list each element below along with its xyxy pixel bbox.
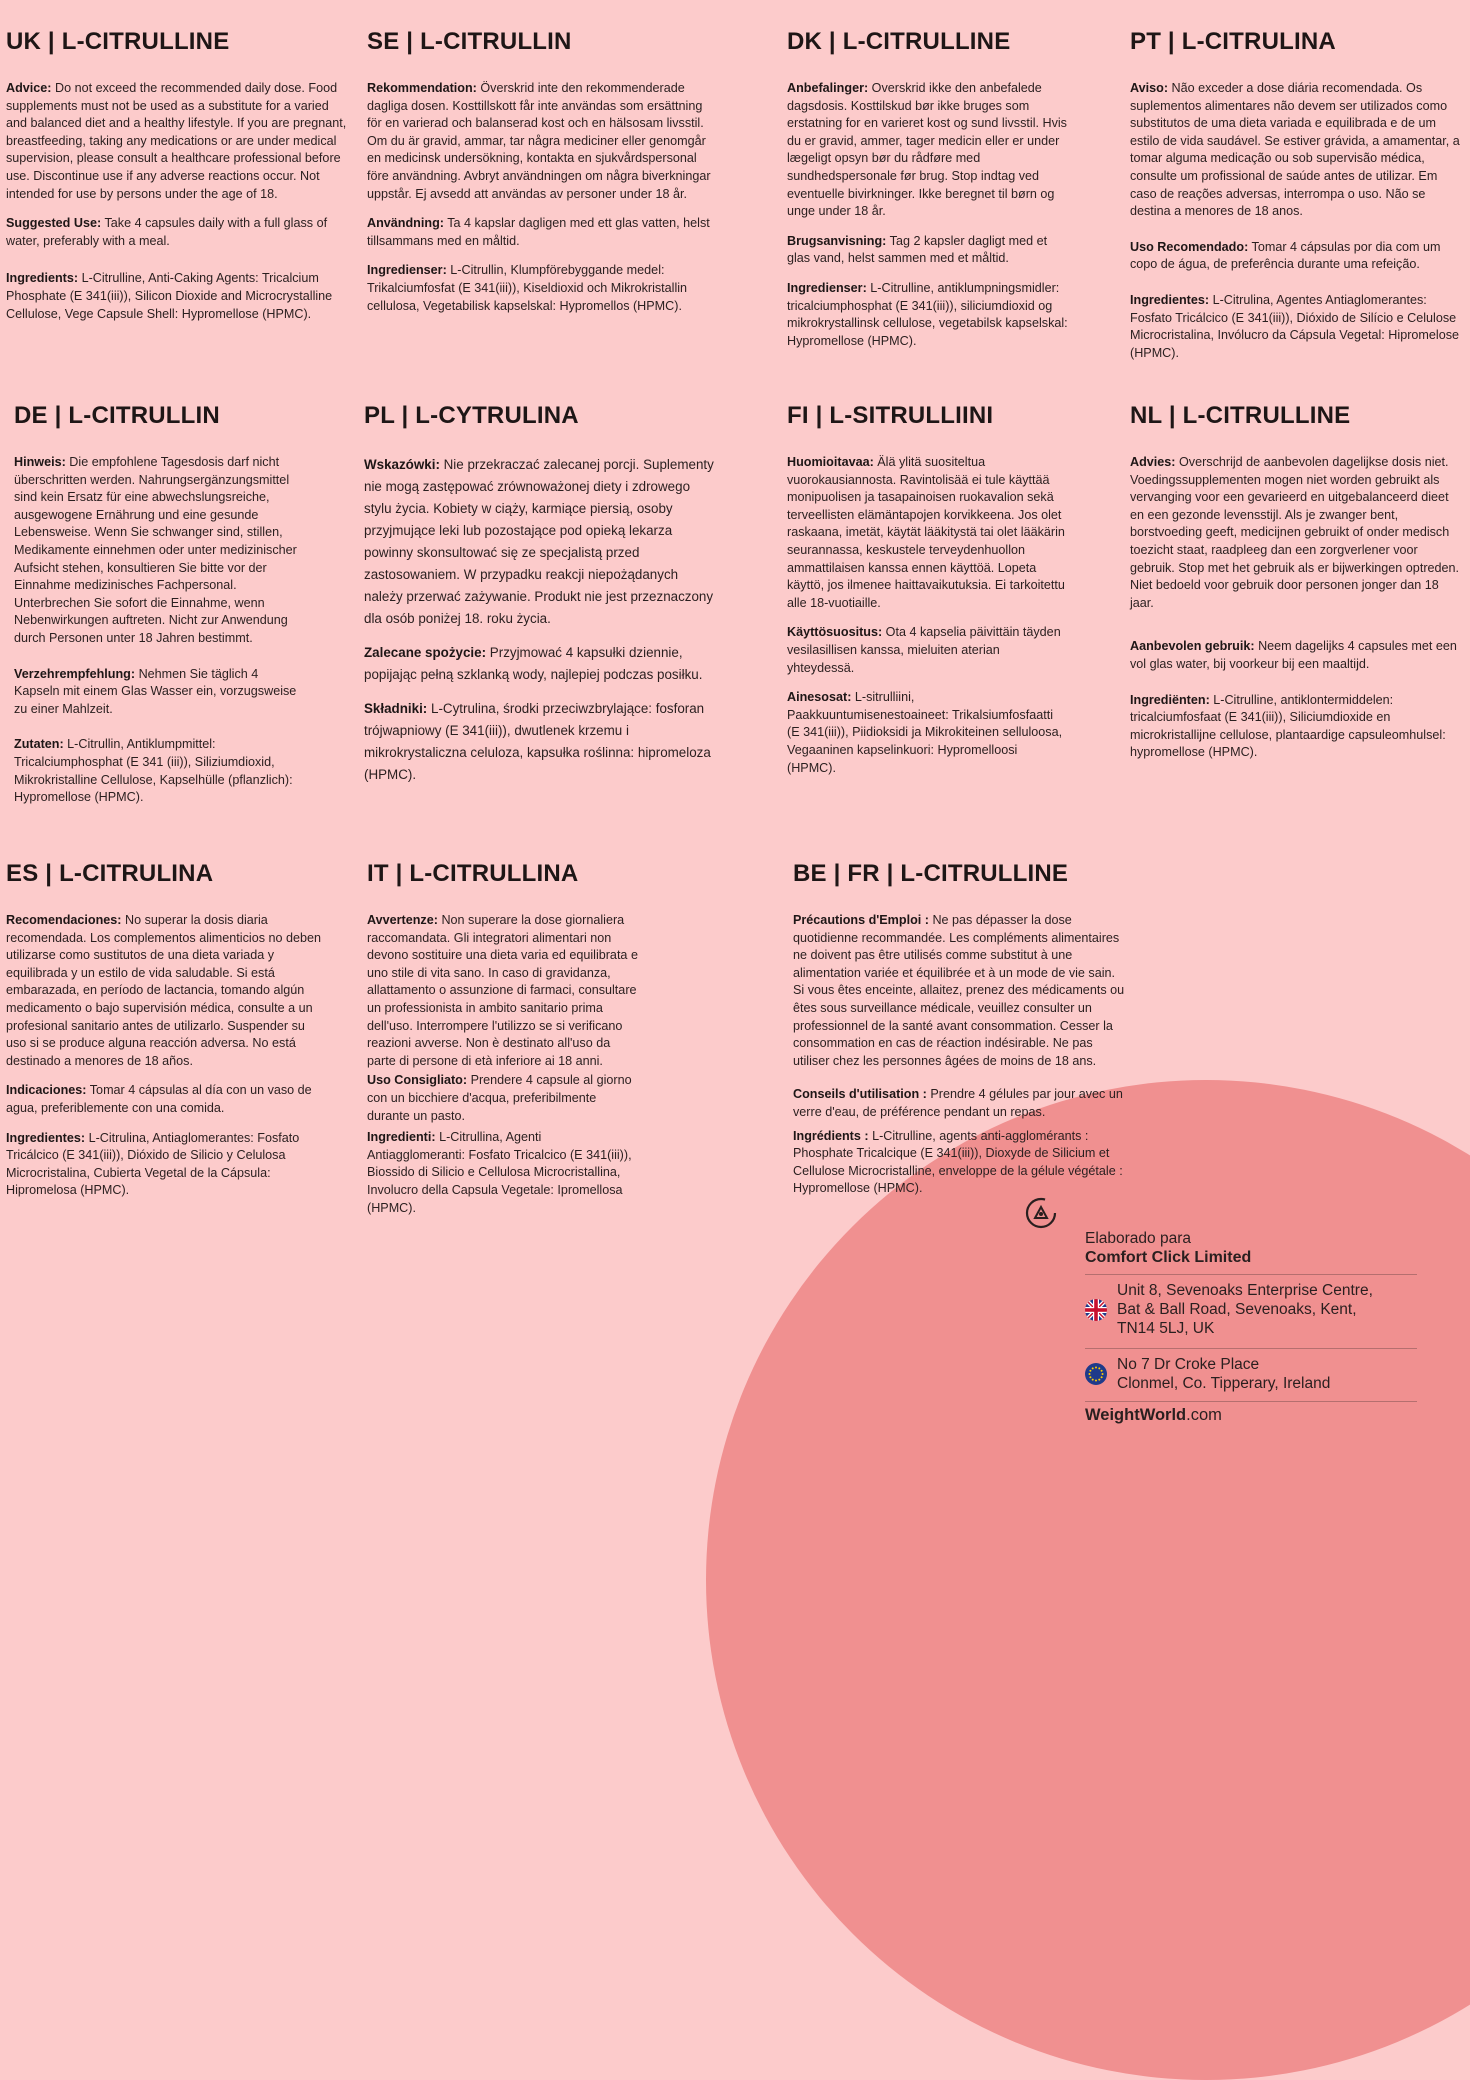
panel-pl (364, 402, 716, 798)
brand-website: WeightWorld.com (1085, 1401, 1417, 1425)
advice-section: Avvertenze: Non superare la dose giornaliera raccomandata. Gli integratori alimentari non devono sostituire una dieta varia ed equilibrata e uno stile di vita sano. In caso di gravidanza, allattamento o assunzione di farmaci, consultare un professionista in ambito sanitario prima dell'uso. Interrompere l'utilizzo se si verificano reazioni avverse. Non è destinato all'uso da parte di persone di età inferiore ai 18 anni. (367, 913, 638, 1068)
address-line: Clonmel, Co. Tipperary, Ireland (1117, 1375, 1331, 1392)
usage-section: Uso Recomendado: Tomar 4 cápsulas por dia com um copo de água, de preferência durante uma refeição. (1130, 239, 1441, 272)
panel-title: PL | L-CYTRULINA (364, 402, 579, 429)
panel-title: UK | L-CITRULLINE (6, 28, 230, 55)
advice-section: Hinweis: Die empfohlene Tagesdosis darf nicht überschritten werden. Nahrungsergänzungsmittel sind kein Ersatz für eine abwechslungsreiche, ausgewogene Ernährung und eine gesunde Lebensweise. Wenn Sie schwanger sind, stillen, Medikamente einnehmen oder unter medizinischer Aufsicht stehen, konsultieren Sie bitte vor der Einnahme medizinisches Fachpersonal. Unterbrechen Sie sofort die Einnahme, wenn Nebenwirkungen auftreten. Nicht zur Anwendung durch Personen unter 18 Jahren bestimmt. (14, 455, 297, 645)
usage-section: Zalecane spożycie: Przyjmować 4 kapsułki dziennie, popijając pełną szklanką wody, najlepiej podczas posiłku. (364, 645, 703, 682)
panel-de (14, 402, 302, 819)
ingredients-section: Ingredienser: L-Citrulline, antiklumpningsmidler: tricalciumphosphat (E 341(iii)), siliciumdioxid og mikrokrystallinsk cellulose, vegetabilsk kapselskal: Hypromellose (HPMC). (787, 280, 1068, 348)
usage-section: Suggested Use: Take 4 capsules daily with a full glass of water, preferably with a meal. (6, 216, 328, 248)
ingredients-section: Ingredients: L-Citrulline, Anti-Caking Agents: Tricalcium Phosphate (E 341(iii)), Silicon Dioxide and Microcrystalline Cellulose, Vege Capsule Shell: Hypromellose (HPMC). (6, 271, 333, 321)
panel-title: SE | L-CITRULLIN (367, 28, 572, 55)
panel-be-fr (793, 860, 1125, 1210)
ingredients-section: Zutaten: L-Citrullin, Antiklumpmittel: Tricalciumphosphat (E 341 (iii)), Siliziumdioxid, Mikrokristalline Cellulose, Kapselhülle (pflanzlich): Hypromellose (HPMC). (14, 737, 293, 805)
usage-section: Uso Consigliato: Prendere 4 capsule al giorno con un bicchiere d'acqua, preferibilmente durante un pasto. (367, 1073, 632, 1123)
panel-nl (1130, 402, 1466, 774)
panel-title: DE | L-CITRULLIN (14, 402, 220, 429)
uk-flag-icon (1085, 1299, 1107, 1321)
advice-section: Advies: Overschrijd de aanbevolen dagelijkse dosis niet. Voedingssupplementen mogen niet worden gebruikt als vervanging voor een gevarieerd en uitgebalanceerd dieet en een gezonde levensstijl. Als je zwanger bent, borstvoeding geeft, medicijnen gebruikt of onder medisch toezicht staat, raadpleeg dan een zorgverlener voor gebruik. Stop met het gebruik als er bijwerkingen optreden. Niet bedoeld voor gebruik door personen jonger dan 18 jaar. (1130, 455, 1460, 610)
panel-uk (6, 28, 351, 335)
advice-section: Recomendaciones: No superar la dosis diaria recomendada. Los complementos alimenticios no deben utilizarse como sustitutos de una dieta variada y equilibrada y un estilo de vida saludable. Si está embarazada, en período de lactancia, tomando algún medicamento o bajo supervisión médica, consulte a un profesional sanitario antes de utilizarlo. Suspender su uso si se produce alguna reacción adversa. No está destinado a menores de 18 años. (6, 913, 322, 1068)
ingredients-section: Ingrediënten: L-Citrulline, antiklontermiddelen: tricalciumfosfaat (E 341(iii)), Siliciumdioxide en microkristallijne cellulose, plantaardige capsuleomhulsel: hypromellose (HPMC). (1130, 692, 1446, 760)
panel-title: FI | L-SITRULLIINI (787, 402, 994, 429)
advice-section: Précautions d'Emploi : Ne pas dépasser la dose quotidienne recommandée. Les compléments alimentaires ne doivent pas être utilisés comme substitut à une alimentation variée et équilibrée et à un mode de vie sain. Si vous êtes enceinte, allaitez, prenez des médicaments ou êtes sous surveillance médicale, veuillez consulter un professionnel de la santé avant consommation. Cesser la consommation en cas de réaction indésirable. Ne pas utiliser chez les personnes âgées de moins de 18 ans. (793, 913, 1125, 1068)
advice-section: Aviso: Não exceder a dose diária recomendada. Os suplementos alimentares não devem ser utilizados como substitutos de uma dieta variada e equilibrada e de um estilo de vida saudável. Se estiver grávida, a amamentar, a tomar alguma medicação ou sob supervisão médica, consulte um profissional de saúde antes de utilizar. Em caso de reações adversas, interrompa o uso. Não se destina a menores de 18 anos. (1130, 81, 1460, 219)
panel-es (6, 860, 326, 1212)
ingredients-section: Ainesosat: L-sitrulliini, Paakkuuntumisenestoaineet: Trikalsiumfosfaatti (E 341(iii)), Piidioksidi ja Mikrokiteinen selluloosa, Vegaaninen kapselinkuori: Hypromelloosi (HPMC). (787, 690, 1063, 775)
panel-dk (787, 28, 1069, 362)
panel-pt (1130, 28, 1460, 374)
address-line: Bat & Ball Road, Sevenoaks, Kent, (1117, 1301, 1357, 1318)
address-line: TN14 5LJ, UK (1117, 1320, 1215, 1337)
manufacturer-info (1085, 1230, 1417, 1425)
panel-title: NL | L-CITRULLINE (1130, 402, 1351, 429)
advice-section: Anbefalinger: Overskrid ikke den anbefalede dagsdosis. Kosttilskud bør ikke bruges som erstatning for en varieret kost og sund livsstil. Hvis du er gravid, ammer, tager medicin eller er under lægeligt opsyn bør du rådføre med sundhedspersonale før brug. Stop indtag ved eventuelle bivirkninger. Ikke beregnet til børn og unge under 18 år. (787, 81, 1067, 219)
panel-title: BE | FR | L-CITRULLINE (793, 860, 1069, 887)
panel-fi (787, 402, 1067, 789)
panel-title: IT | L-CITRULLINA (367, 860, 579, 887)
ingredients-section: Ingredienser: L-Citrullin, Klumpförebyggande medel: Trikalciumfosfat (E 341(iii)), Kiseldioxid och Mikrokristallin cellulosa, Vegetabilisk kapselskal: Hypromellos (HPMC). (367, 263, 688, 313)
address-line: No 7 Dr Croke Place (1117, 1356, 1260, 1373)
advice-section: Huomioitavaa: Älä ylitä suositeltua vuorokausiannosta. Ravintolisää ei tule käyttää monipuolisen ja tasapainoisen ruokavalion sekä terveellisten elämäntapojen korvikkeena. Jos olet raskaana, imetät, käytät lääkitystä tai olet lääkärin seurannassa, keskustele terveydenhuollon ammattilaisen kanssa ennen käyttöä. Lopeta käyttö, jos ilmenee haittavaikutuksia. Ei tarkoitettu alle 18-vuotiaille. (787, 455, 1065, 610)
ingredients-section: Ingredientes: L-Citrulina, Agentes Antiaglomerantes: Fosfato Tricálcico (E 341(iii)), Dióxido de Silício e Celulose Microcristalina, Invólucro da Cápsula Vegetal: Hipromelose (HPMC). (1130, 292, 1459, 360)
panel-title: ES | L-CITRULINA (6, 860, 214, 887)
panel-se (367, 28, 712, 327)
company-name: Comfort Click Limited (1085, 1249, 1252, 1266)
usage-section: Conseils d'utilisation : Prendre 4 gélules par jour avec un verre d'eau, de préférence pendant un repas. (793, 1087, 1123, 1119)
ingredients-section: Ingredienti: L-Citrullina, Agenti Antiagglomeranti: Fosfato Tricalcico (E 341(iii)), Biossido di Silicio e Cellulosa Microcristallina, Involucro della Capsula Vegetale: Ipromellosa (HPMC). (367, 1130, 632, 1215)
ingredients-section: Ingredientes: L-Citrulina, Antiaglomerantes: Fosfato Tricálcico (E 341(iii)), Dióxido de Silicio y Celulosa Microcristalina, Cubierta Vegetal de la Cápsula: Hipromelosa (HPMC). (6, 1130, 300, 1198)
eu-address (1085, 1348, 1417, 1397)
ingredients-section: Składniki: L-Cytrulina, środki przeciwzbrylające: fosforan trójwapniowy (E 341(iii)), dwutlenek krzemu i mikrokrystaliczna celuloza, kapsułka roślinna: hipromeloza (HPMC). (364, 701, 711, 782)
usage-section: Aanbevolen gebruik: Neem dagelijks 4 capsules met een vol glas water, bij voorkeur bij een maaltijd. (1130, 639, 1457, 671)
usage-section: Käyttösuositus: Ota 4 kapselia päivittäin täyden vesilasillisen kanssa, mieluiten aterian yhteydessä. (787, 625, 1061, 675)
recycle-icon (1024, 1196, 1058, 1230)
usage-section: Verzehrempfehlung: Nehmen Sie täglich 4 Kapseln mit einem Glas Wasser ein, vorzugsweise zu einer Mahlzeit. (14, 666, 297, 716)
uk-address (1085, 1274, 1417, 1342)
usage-section: Brugsanvisning: Tag 2 kapsler dagligt med et glas vand, helst sammen med et måltid. (787, 233, 1048, 266)
usage-section: Användning: Ta 4 kapslar dagligen med ett glas vatten, helst tillsammans med en måltid. (367, 216, 710, 248)
usage-section: Indicaciones: Tomar 4 cápsulas al día con un vaso de agua, preferiblemente con una comida. (6, 1083, 312, 1115)
panel-it (367, 860, 642, 1229)
advice-section: Advice: Do not exceed the recommended daily dose. Food supplements must not be used as a substitute for a varied and balanced diet and a healthy lifestyle. If you are pregnant, breastfeeding, taking any medications or are under medical supervision, please consult a healthcare professional before use. Discontinue use if any adverse reactions occur. Not intended for use by persons under the age of 18. (6, 81, 347, 201)
ingredients-section: Ingrédients : L-Citrulline, agents anti-agglomérants : Phosphate Tricalcique (E 341(iii)), Dioxyde de Silicium et Cellulose Microcristalline, enveloppe de la gélule végétale : Hypromellose (HPMC). (793, 1128, 1123, 1196)
made-for-label: Elaborado para (1085, 1230, 1191, 1247)
panel-title: DK | L-CITRULLINE (787, 28, 1011, 55)
advice-section: Wskazówki: Nie przekraczać zalecanej porcji. Suplementy nie mogą zastępować zrównoważonej diety i zdrowego stylu życia. Kobiety w ciąży, karmiące piersią, osoby przyjmujące leki lub pozostające pod opieką lekarza powinny skonsultować się ze specjalistą przed zastosowaniem. W przypadku reakcji niepożądanych należy przerwać zażywanie. Produkt nie jest przeznaczony dla osób poniżej 18. roku życia. (364, 457, 714, 626)
eu-flag-icon (1085, 1363, 1107, 1385)
address-line: Unit 8, Sevenoaks Enterprise Centre, (1117, 1282, 1373, 1299)
panel-title: PT | L-CITRULINA (1130, 28, 1336, 55)
advice-section: Rekommendation: Överskrid inte den rekommenderade dagliga dosen. Kosttillskott får inte användas som ersättning för en varierad och balanserad kost och en hälsosam livsstil. Om du är gravid, ammar, tar några mediciner eller genomgår en medicinsk undersökning, kontakta en sjukvårdspersonal före användning. Avbryt användningen om några biverkningar uppstår. Ej avsedd att användas av personer under 18 år. (367, 81, 711, 201)
